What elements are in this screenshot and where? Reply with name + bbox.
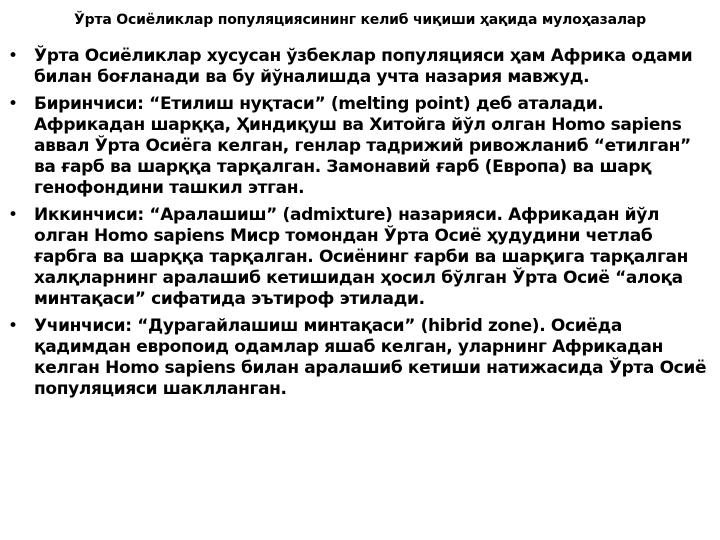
bullet-text: Иккинчиси: “Аралашиш” (admixture) назарияси. Африкадан йўл олган Homo sapiens Миср томондан Ўрта Осиё ҳудудини четлаб ғарбга ва шарққа тарқалган. Осиёнинг ғарби ва шарқига тарқалган халқларнинг аралашиб кетишидан ҳосил бўлган Ўрта Осиё “алоқа минтақаси” сифатида эътироф этилади. — [34, 205, 689, 309]
bullet-text: Биринчиси: “Етилиш нуқтаси” (melting point) деб аталади. Африкадан шарққа, Ҳиндиқуш ва Хитойга йўл олган Homo sapiens аввал Ўрта Осиёга келган, генлар тадрижий ривожланиб “етилган” ва ғарб ва шарққа тарқалган. Замонавий ғарб (Европа) ва шарқ генофондини ташкил этган. — [34, 94, 691, 198]
bullet-text: Ўрта Осиёликлар хусусан ўзбеклар популяцияси ҳам Африка одами билан боғланади ва бу йўналишда учта назария мавжуд. — [34, 46, 693, 87]
bullet-text: Учинчиси: “Дурагайлашиш минтақаси” (hibrid zone). Осиёда қадимдан европоид одамлар яшаб келган, уларнинг Африкадан келган Homo sapiens билан аралашиб кетиши натижасида Ўрта Осиё популяцияси шаклланган. — [34, 316, 707, 399]
bullet-item-1 — [0, 46, 720, 88]
bullet-item-2 — [0, 94, 720, 199]
bullet-dot-icon: • — [8, 94, 18, 114]
slide-title: Ўрта Осиёликлар популяциясининг келиб чиқиши ҳақида мулоҳазалар — [74, 12, 646, 28]
bullet-dot-icon: • — [8, 316, 18, 336]
bullet-item-4 — [0, 316, 720, 400]
bullet-item-3 — [0, 205, 720, 310]
bullet-dot-icon: • — [8, 46, 18, 66]
bullet-list — [0, 46, 720, 406]
bullet-dot-icon: • — [8, 205, 18, 225]
